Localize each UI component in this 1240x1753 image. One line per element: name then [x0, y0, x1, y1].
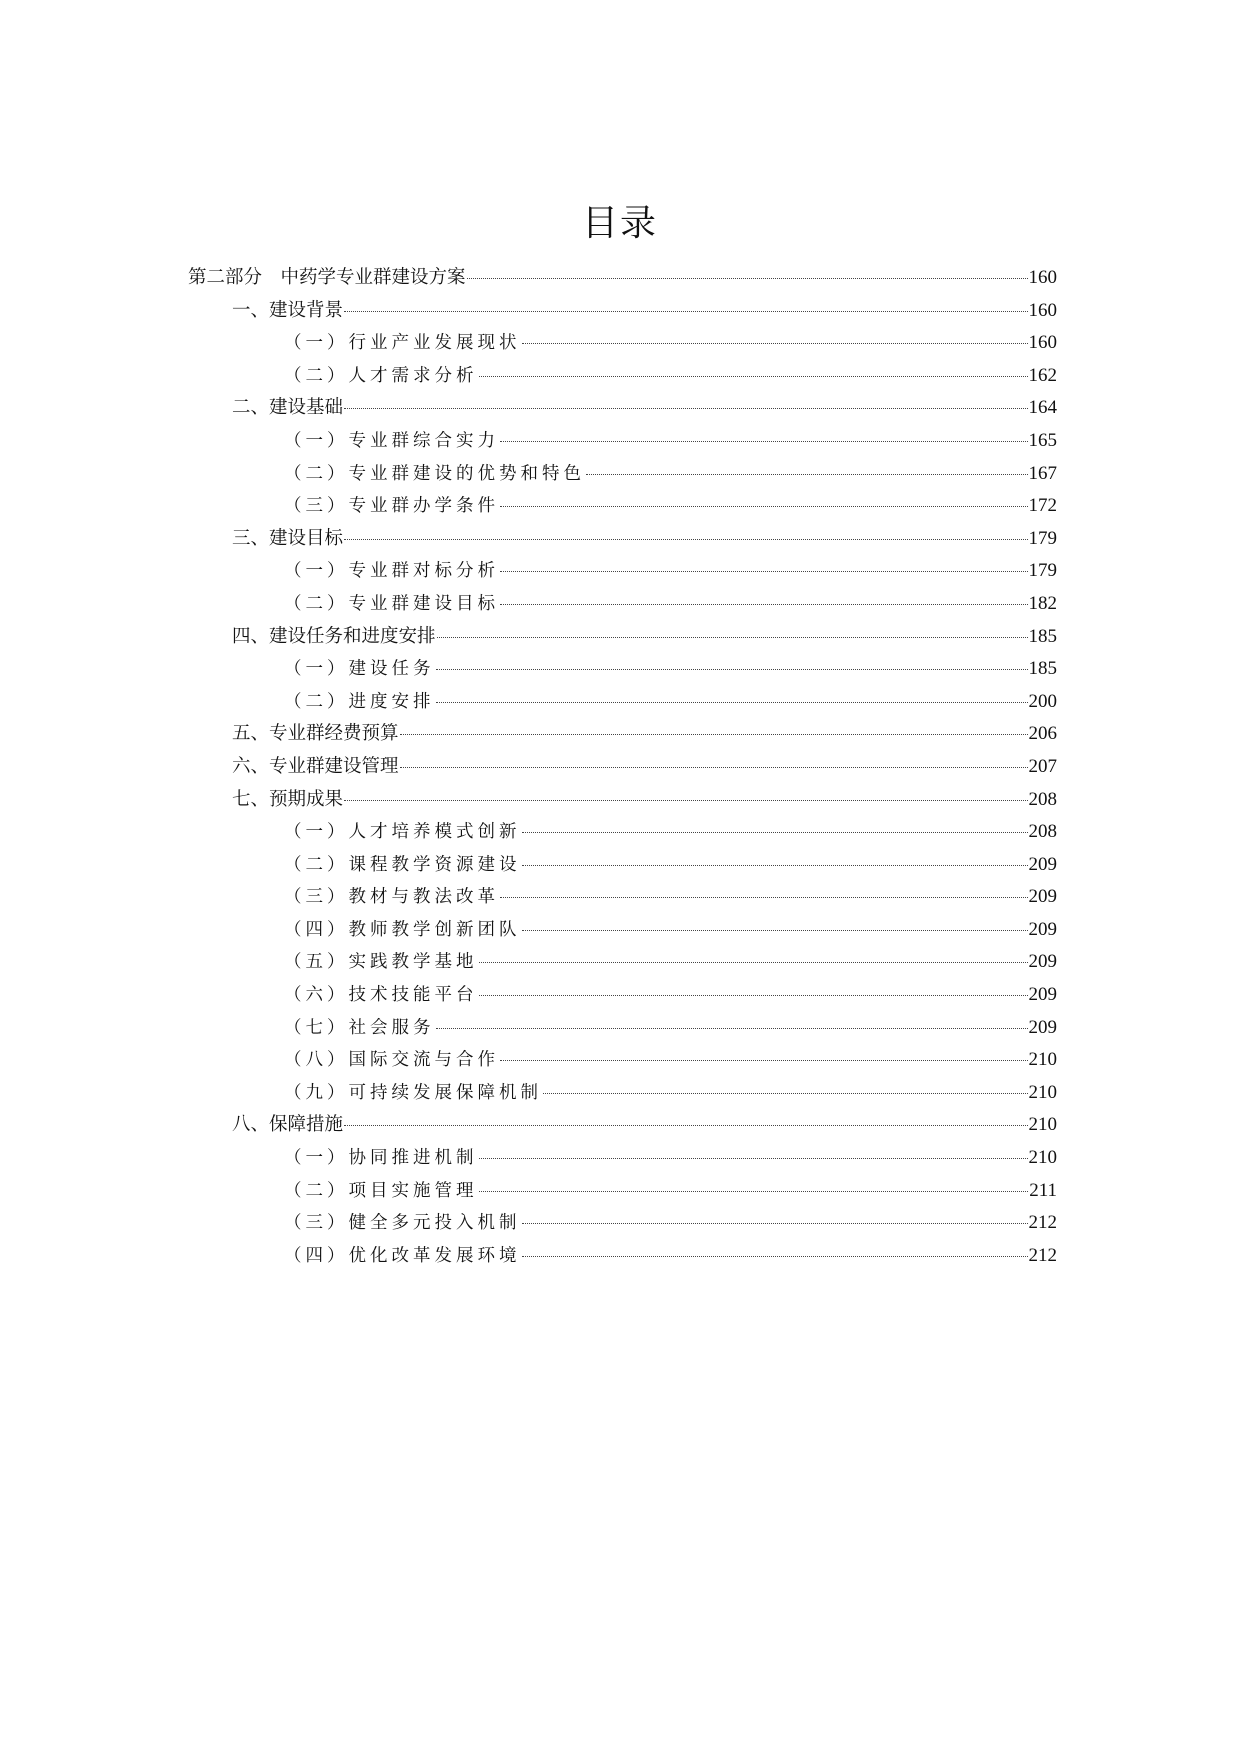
toc-page-number: 209	[1028, 918, 1057, 940]
toc-entry-title: 三、建设目标	[232, 527, 344, 549]
toc-entry[interactable]	[188, 490, 1057, 523]
toc-entry[interactable]	[188, 1077, 1057, 1110]
toc-entry[interactable]	[188, 1109, 1057, 1142]
dot-leader	[400, 734, 1028, 735]
toc-entry-title: （一）人才培养模式创新	[284, 822, 521, 843]
toc-page-number: 209	[1028, 853, 1057, 875]
toc-page-number: 162	[1028, 364, 1057, 386]
page-title: 目录	[581, 203, 658, 244]
toc-page-number: 210	[1028, 1147, 1057, 1169]
toc-page-number: 208	[1028, 821, 1057, 843]
toc-entry[interactable]	[188, 686, 1057, 719]
dot-leader	[479, 376, 1028, 377]
toc-entry-title: 第二部分 中药学专业群建设方案	[188, 267, 466, 288]
dot-leader	[344, 539, 1027, 540]
toc-page-number: 182	[1028, 592, 1057, 614]
toc-entry[interactable]	[188, 588, 1057, 621]
toc-page-number: 165	[1028, 429, 1057, 451]
toc-entry[interactable]	[188, 621, 1057, 654]
toc-page-number: 160	[1028, 332, 1057, 354]
toc-page-number: 160	[1028, 299, 1057, 321]
dot-leader	[436, 669, 1028, 670]
toc-entry[interactable]	[188, 327, 1057, 360]
toc-entry-title: （一）行业产业发展现状	[284, 333, 521, 354]
toc-entry[interactable]	[188, 295, 1057, 328]
toc-page-number: 179	[1028, 527, 1057, 549]
toc-page-number: 212	[1028, 1244, 1057, 1266]
toc-page-number: 209	[1028, 886, 1057, 908]
dot-leader	[479, 995, 1028, 996]
toc-page-number: 209	[1028, 951, 1057, 973]
dot-leader	[467, 278, 1028, 279]
toc-entry-title: （七）社会服务	[284, 1017, 435, 1038]
dot-leader	[522, 930, 1028, 931]
toc-entry-title: （二）课程教学资源建设	[284, 854, 521, 875]
toc-entry-title: （二）进度安排	[284, 691, 435, 712]
toc-page-number: 164	[1028, 397, 1057, 419]
toc-entry-title: （一）专业群综合实力	[284, 430, 499, 451]
toc-entry-title: （一）协同推进机制	[284, 1148, 478, 1169]
dot-leader	[344, 311, 1027, 312]
dot-leader	[436, 702, 1028, 703]
toc-page-number: 210	[1028, 1114, 1057, 1136]
dot-leader	[437, 637, 1028, 638]
dot-leader	[586, 474, 1028, 475]
dot-leader	[522, 1223, 1028, 1224]
dot-leader	[500, 897, 1028, 898]
toc-entry[interactable]	[188, 392, 1057, 425]
toc-entry-title: （三）健全多元投入机制	[284, 1213, 521, 1234]
dot-leader	[522, 865, 1028, 866]
toc-entry[interactable]	[188, 718, 1057, 751]
toc-entry[interactable]	[188, 946, 1057, 979]
dot-leader	[344, 408, 1027, 409]
toc-entry-title: （三）教材与教法改革	[284, 887, 499, 908]
dot-leader	[479, 962, 1028, 963]
dot-leader	[479, 1191, 1029, 1192]
dot-leader	[543, 1093, 1028, 1094]
dot-leader	[436, 1028, 1028, 1029]
toc-entry-title: （五）实践教学基地	[284, 952, 478, 973]
toc-page-number: 209	[1028, 1016, 1057, 1038]
toc-entry[interactable]	[188, 979, 1057, 1012]
toc-entry-title: 一、建设背景	[232, 299, 344, 321]
toc-entry-title: （六）技术技能平台	[284, 985, 478, 1006]
toc-entry[interactable]	[188, 881, 1057, 914]
dot-leader	[344, 800, 1027, 801]
toc-page-number: 179	[1028, 560, 1057, 582]
toc-entry-title: 五、专业群经费预算	[232, 723, 399, 745]
toc-entry[interactable]	[188, 1012, 1057, 1045]
toc-entry[interactable]	[188, 816, 1057, 849]
toc-page-number: 209	[1028, 984, 1057, 1006]
toc-entry-title: （二）专业群建设的优势和特色	[284, 463, 585, 484]
toc-entry-title: （二）专业群建设目标	[284, 593, 499, 614]
toc-page-number: 172	[1028, 495, 1057, 517]
toc-entry[interactable]	[188, 425, 1057, 458]
dot-leader	[500, 506, 1028, 507]
toc-page-number: 210	[1028, 1049, 1057, 1071]
toc-entry[interactable]	[188, 360, 1057, 393]
toc-entry[interactable]	[188, 914, 1057, 947]
toc-entry-title: （四）教师教学创新团队	[284, 919, 521, 940]
toc-entry[interactable]	[188, 1207, 1057, 1240]
toc-page-number: 185	[1028, 625, 1057, 647]
toc-entry[interactable]	[188, 784, 1057, 817]
toc-page-number: 207	[1028, 755, 1057, 777]
dot-leader	[500, 1060, 1028, 1061]
dot-leader	[400, 767, 1028, 768]
table-of-contents	[188, 262, 1057, 1272]
toc-page-number: 206	[1028, 723, 1057, 745]
toc-entry[interactable]	[188, 751, 1057, 784]
dot-leader	[522, 1256, 1028, 1257]
toc-entry[interactable]	[188, 1044, 1057, 1077]
toc-entry[interactable]	[188, 458, 1057, 491]
toc-entry-title: 六、专业群建设管理	[232, 755, 399, 777]
dot-leader	[344, 1125, 1027, 1126]
toc-entry[interactable]	[188, 262, 1057, 295]
toc-entry-title: （二）项目实施管理	[284, 1180, 478, 1201]
toc-entry[interactable]	[188, 1175, 1057, 1208]
toc-entry[interactable]	[188, 849, 1057, 882]
toc-page-number: 167	[1028, 462, 1057, 484]
toc-page-number: 210	[1028, 1081, 1057, 1103]
toc-entry-title: （九）可持续发展保障机制	[284, 1082, 542, 1103]
dot-leader	[500, 571, 1028, 572]
toc-entry-title: （二）人才需求分析	[284, 365, 478, 386]
toc-page-number: 160	[1028, 267, 1057, 288]
dot-leader	[500, 441, 1028, 442]
toc-page-number: 200	[1028, 690, 1057, 712]
dot-leader	[522, 832, 1028, 833]
toc-entry[interactable]	[188, 523, 1057, 556]
toc-page-number: 208	[1028, 788, 1057, 810]
dot-leader	[479, 1158, 1028, 1159]
toc-entry-title: 七、预期成果	[232, 788, 344, 810]
toc-entry-title: 二、建设基础	[232, 397, 344, 419]
toc-entry-title: （一）建设任务	[284, 659, 435, 680]
toc-entry-title: （一）专业群对标分析	[284, 561, 499, 582]
toc-entry[interactable]	[188, 1240, 1057, 1273]
toc-entry-title: 八、保障措施	[232, 1114, 344, 1136]
dot-leader	[500, 604, 1028, 605]
toc-page-number: 211	[1029, 1179, 1057, 1201]
toc-entry-title: （八）国际交流与合作	[284, 1050, 499, 1071]
dot-leader	[522, 343, 1028, 344]
toc-entry-title: （三）专业群办学条件	[284, 496, 499, 517]
toc-page-number: 212	[1028, 1212, 1057, 1234]
toc-page-number: 185	[1028, 658, 1057, 680]
toc-entry[interactable]	[188, 555, 1057, 588]
toc-entry[interactable]	[188, 653, 1057, 686]
toc-entry-title: 四、建设任务和进度安排	[232, 625, 436, 647]
toc-entry[interactable]	[188, 1142, 1057, 1175]
toc-entry-title: （四）优化改革发展环境	[284, 1245, 521, 1266]
